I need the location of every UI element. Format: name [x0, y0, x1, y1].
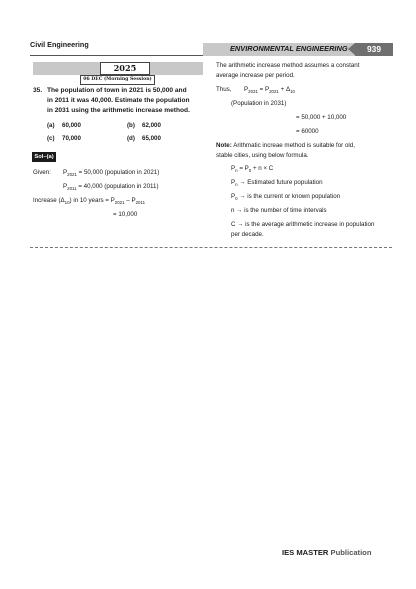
solution-badge: Sol–(a) — [32, 152, 56, 162]
option-a-value: 60,000 — [62, 122, 81, 129]
question-number: 35. — [33, 87, 43, 94]
definition-n: n → is the number of time intervals — [231, 207, 327, 214]
option-b-label: (b) — [127, 122, 135, 129]
definition-p0: $P_0$ → is the current or known population — [231, 193, 341, 202]
option-a-label: (a) — [47, 122, 55, 129]
publisher-suffix: Publication — [328, 548, 372, 557]
increase-value: = 10,000 — [113, 211, 138, 218]
page-number: 939 — [355, 43, 393, 56]
given-label: Given: — [33, 169, 51, 176]
given-p2011: $P_{2011} = 40,000$ (population in 2011) — [63, 183, 159, 192]
given-p2021: $P_{2021} = 50,000$ (population in 2021) — [63, 169, 160, 178]
calc-step-1: = 50,000 + 10,000 — [296, 114, 347, 121]
definition-c-line-2: per decade. — [231, 231, 264, 238]
section-divider — [30, 247, 392, 248]
question-line-3: in 2031 using the arithmetic increase method. — [47, 107, 190, 114]
intro-line-2: average increase per period. — [216, 72, 295, 79]
exam-session: 06 DEC (Morning Session) — [80, 75, 155, 85]
calc-step-2: = 60000 — [296, 128, 319, 135]
definition-pn: $P_n$ → Estimated future population — [231, 179, 323, 188]
question-line-2: in 2011 it was 40,000. Estimate the population — [47, 97, 190, 104]
note-line-2: stable cities, using below formula. — [216, 152, 309, 159]
intro-line-1: The arithmetic increase method assumes a constant — [216, 62, 360, 69]
publisher-brand: IES MASTER — [282, 548, 329, 557]
question-line-1: The population of town in 2021 is 50,000 and — [47, 87, 187, 94]
subject-header: Civil Engineering — [30, 40, 89, 49]
publisher-footer — [282, 548, 371, 557]
increase-equation: Increase $(\Delta_{10})$ in 10 years = $P_{2021} - P_{2011}$ — [33, 197, 146, 206]
thus-label: Thus, — [216, 86, 232, 93]
option-c-label: (c) — [47, 135, 55, 142]
population-2031-label: (Population in 2031) — [231, 100, 287, 107]
chapter-title: ENVIRONMENTAL ENGINEERING — [230, 44, 348, 53]
formula: $P_n = P_0 + n \times C$ — [231, 165, 274, 174]
option-d-value: 65,000 — [142, 135, 161, 142]
option-c-value: 70,000 — [62, 135, 81, 142]
option-d-label: (d) — [127, 135, 135, 142]
exam-year: 2025 — [100, 62, 150, 75]
header-rule — [30, 55, 203, 56]
definition-c-line-1: C → is the average arithmetic increase in population — [231, 221, 375, 228]
thus-equation: $P_{2031} = P_{2021} + \Delta_{10}$ — [244, 86, 295, 95]
page-number-arrow — [348, 43, 355, 55]
note-line-1: Note: Arithmatic increae method is suitable for old, — [216, 142, 355, 149]
option-b-value: 62,000 — [142, 122, 161, 129]
